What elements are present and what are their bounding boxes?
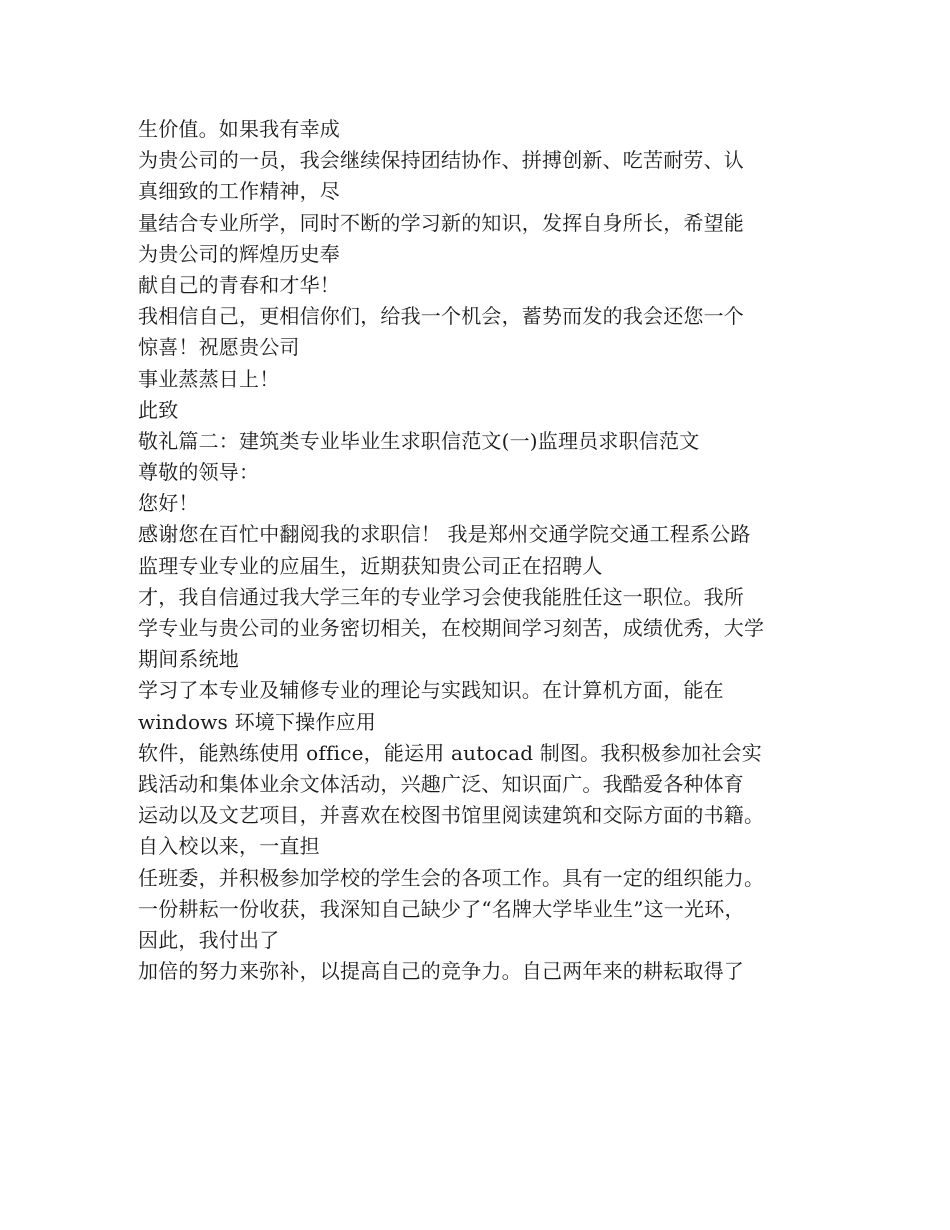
text-line: 自入校以来，一直担 xyxy=(138,834,320,859)
text-line: 献自己的青春和才华！ xyxy=(138,272,340,297)
text-line: 敬礼篇二：建筑类专业毕业生求职信范文(一)监理员求职信范文 xyxy=(138,428,700,453)
text-line: 软件，能熟练使用 office，能运用 autocad 制图。我积极参加社会实 xyxy=(138,740,762,765)
text-line: 惊喜！祝愿贵公司 xyxy=(138,335,300,360)
text-line: 加倍的努力来弥补，以提高自己的竞争力。自己两年来的耕耘取得了 xyxy=(138,959,744,984)
text-line: 您好！ xyxy=(138,491,199,516)
text-line: 事业蒸蒸日上！ xyxy=(138,366,280,391)
text-line: 生价值。如果我有幸成 xyxy=(138,117,340,141)
text-line: 为贵公司的辉煌历史奉 xyxy=(138,241,340,266)
text-line: 学专业与贵公司的业务密切相关，在校期间学习刻苦，成绩优秀，大学 xyxy=(138,616,765,640)
text-line: 因此，我付出了 xyxy=(138,927,280,952)
text-line: 为贵公司的一员，我会继续保持团结协作、拼搏创新、吃苦耐劳、认 xyxy=(138,148,744,173)
text-line: 践活动和集体业余文体活动，兴趣广泛、知识面广。我酷爱各种体育 xyxy=(138,771,744,796)
text-line: 感谢您在百忙中翻阅我的求职信！ 我是郑州交通学院交通工程系公路 xyxy=(138,522,751,547)
text-line: 运动以及文艺项目，并喜欢在校图书馆里阅读建筑和交际方面的书籍。 xyxy=(138,803,765,828)
text-line: 监理专业专业的应届生，近期获知贵公司正在招聘人 xyxy=(138,553,603,578)
text-line: 任班委，并积极参加学校的学生会的各项工作。具有一定的组织能力。 xyxy=(138,865,765,890)
text-line: 一份耕耘一份收获，我深知自己缺少了“名牌大学毕业生”这一光环， xyxy=(138,896,745,921)
text-line: 此致 xyxy=(138,397,179,422)
text-line: 真细致的工作精神，尽 xyxy=(138,179,340,204)
letter-body xyxy=(138,114,838,987)
text-line: 量结合专业所学，同时不断的学习新的知识，发挥自身所长，希望能 xyxy=(138,210,744,235)
text-line: windows 环境下操作应用 xyxy=(138,709,376,734)
text-line: 我相信自己，更相信你们，给我一个机会，蓄势而发的我会还您一个 xyxy=(138,304,744,329)
text-line: 才，我自信通过我大学三年的专业学习会使我能胜任这一职位。我所 xyxy=(138,584,744,609)
text-line: 期间系统地 xyxy=(138,647,239,672)
text-line: 尊敬的领导： xyxy=(138,460,260,485)
text-line: 学习了本专业及辅修专业的理论与实践知识。在计算机方面，能在 xyxy=(138,678,724,703)
